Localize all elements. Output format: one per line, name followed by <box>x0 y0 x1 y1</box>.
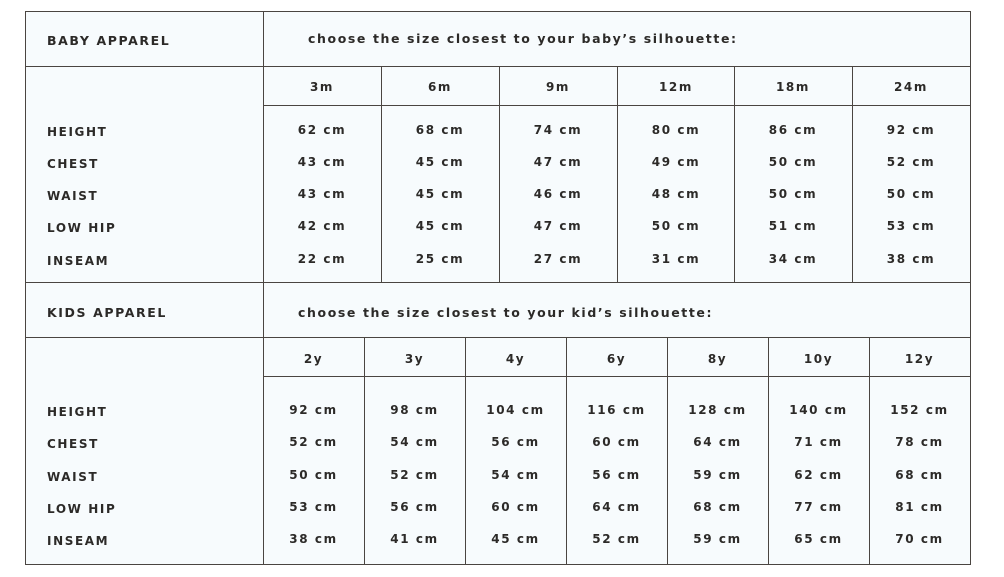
kids-size-header: 10y <box>803 352 834 366</box>
kids-column-divider <box>667 337 668 564</box>
baby-row-label: INSEAM <box>47 254 110 268</box>
kids-measurement-cell: 78 cm <box>895 435 944 449</box>
kids-size-header: 8y <box>707 352 728 366</box>
kids-measurement-cell: 128 cm <box>688 403 747 417</box>
kids-column-divider <box>768 337 769 564</box>
baby-row-label: CHEST <box>47 157 99 171</box>
kids-measurement-cell: 68 cm <box>895 468 944 482</box>
baby-measurement-cell: 51 cm <box>768 219 818 233</box>
baby-column-divider <box>499 66 500 282</box>
kids-measurement-cell: 62 cm <box>794 468 843 482</box>
baby-column-divider <box>617 66 618 282</box>
kids-measurement-cell: 81 cm <box>895 500 944 514</box>
kids-measurement-cell: 54 cm <box>491 468 540 482</box>
baby-measurement-cell: 45 cm <box>415 187 465 201</box>
kids-measurement-cell: 68 cm <box>693 500 742 514</box>
kids-measurement-cell: 59 cm <box>693 468 742 482</box>
kids-row-label: HEIGHT <box>47 405 108 419</box>
baby-section-subtitle: choose the size closest to your baby’s silhouette: <box>308 31 738 46</box>
kids-size-header: 4y <box>505 352 526 366</box>
baby-measurement-cell: 25 cm <box>415 252 465 266</box>
kids-measurement-cell: 77 cm <box>794 500 843 514</box>
baby-measurement-cell: 68 cm <box>415 123 465 137</box>
divider-kids-sizes <box>263 376 970 377</box>
kids-measurement-cell: 116 cm <box>587 403 646 417</box>
baby-measurement-cell: 74 cm <box>533 123 583 137</box>
kids-row-label: WAIST <box>47 470 99 484</box>
kids-measurement-cell: 56 cm <box>390 500 439 514</box>
kids-measurement-cell: 52 cm <box>390 468 439 482</box>
kids-row-label: CHEST <box>47 437 99 451</box>
divider-baby-header <box>26 66 970 67</box>
kids-column-divider <box>869 337 870 564</box>
baby-measurement-cell: 80 cm <box>651 123 701 137</box>
baby-section-title: BABY APPAREL <box>47 33 171 48</box>
baby-measurement-cell: 45 cm <box>415 155 465 169</box>
kids-measurement-cell: 50 cm <box>289 468 338 482</box>
kids-measurement-cell: 92 cm <box>289 403 338 417</box>
kids-row-label: INSEAM <box>47 534 110 548</box>
baby-measurement-cell: 45 cm <box>415 219 465 233</box>
kids-measurement-cell: 56 cm <box>491 435 540 449</box>
divider-sections <box>26 282 970 283</box>
baby-size-header: 18m <box>775 80 810 94</box>
baby-measurement-cell: 48 cm <box>651 187 701 201</box>
kids-measurement-cell: 152 cm <box>890 403 949 417</box>
kids-row-label: LOW HIP <box>47 502 117 516</box>
baby-measurement-cell: 50 cm <box>886 187 936 201</box>
size-chart <box>25 11 971 565</box>
baby-measurement-cell: 86 cm <box>768 123 818 137</box>
baby-size-header: 9m <box>545 80 571 94</box>
baby-measurement-cell: 43 cm <box>297 187 347 201</box>
kids-column-divider <box>364 337 365 564</box>
baby-measurement-cell: 47 cm <box>533 219 583 233</box>
baby-measurement-cell: 46 cm <box>533 187 583 201</box>
kids-size-header: 3y <box>404 352 425 366</box>
kids-measurement-cell: 56 cm <box>592 468 641 482</box>
baby-measurement-cell: 62 cm <box>297 123 347 137</box>
baby-size-header: 3m <box>309 80 335 94</box>
baby-column-divider <box>852 66 853 282</box>
kids-measurement-cell: 104 cm <box>486 403 545 417</box>
baby-measurement-cell: 34 cm <box>768 252 818 266</box>
kids-measurement-cell: 38 cm <box>289 532 338 546</box>
kids-measurement-cell: 60 cm <box>592 435 641 449</box>
baby-measurement-cell: 53 cm <box>886 219 936 233</box>
kids-measurement-cell: 71 cm <box>794 435 843 449</box>
baby-column-divider <box>734 66 735 282</box>
kids-measurement-cell: 70 cm <box>895 532 944 546</box>
kids-column-divider <box>566 337 567 564</box>
baby-measurement-cell: 38 cm <box>886 252 936 266</box>
baby-measurement-cell: 52 cm <box>886 155 936 169</box>
kids-measurement-cell: 98 cm <box>390 403 439 417</box>
baby-measurement-cell: 92 cm <box>886 123 936 137</box>
kids-section-subtitle: choose the size closest to your kid’s silhouette: <box>298 305 714 320</box>
kids-measurement-cell: 53 cm <box>289 500 338 514</box>
kids-measurement-cell: 64 cm <box>693 435 742 449</box>
baby-size-header: 12m <box>658 80 693 94</box>
baby-row-label: LOW HIP <box>47 221 117 235</box>
baby-measurement-cell: 50 cm <box>768 155 818 169</box>
kids-measurement-cell: 52 cm <box>289 435 338 449</box>
baby-measurement-cell: 50 cm <box>768 187 818 201</box>
baby-measurement-cell: 47 cm <box>533 155 583 169</box>
baby-size-header: 24m <box>893 80 928 94</box>
baby-measurement-cell: 22 cm <box>297 252 347 266</box>
kids-section-title: KIDS APPAREL <box>47 305 167 320</box>
kids-measurement-cell: 41 cm <box>390 532 439 546</box>
divider-kids-header <box>26 337 970 338</box>
kids-size-header: 2y <box>303 352 324 366</box>
baby-measurement-cell: 27 cm <box>533 252 583 266</box>
kids-measurement-cell: 64 cm <box>592 500 641 514</box>
baby-measurement-cell: 43 cm <box>297 155 347 169</box>
baby-size-header: 6m <box>427 80 453 94</box>
kids-measurement-cell: 59 cm <box>693 532 742 546</box>
baby-measurement-cell: 31 cm <box>651 252 701 266</box>
baby-row-label: HEIGHT <box>47 125 108 139</box>
kids-measurement-cell: 140 cm <box>789 403 848 417</box>
baby-row-label: WAIST <box>47 189 99 203</box>
kids-measurement-cell: 60 cm <box>491 500 540 514</box>
baby-column-divider <box>381 66 382 282</box>
kids-measurement-cell: 65 cm <box>794 532 843 546</box>
kids-size-header: 12y <box>904 352 935 366</box>
kids-size-header: 6y <box>606 352 627 366</box>
kids-measurement-cell: 52 cm <box>592 532 641 546</box>
kids-measurement-cell: 54 cm <box>390 435 439 449</box>
baby-measurement-cell: 50 cm <box>651 219 701 233</box>
kids-measurement-cell: 45 cm <box>491 532 540 546</box>
baby-measurement-cell: 49 cm <box>651 155 701 169</box>
baby-measurement-cell: 42 cm <box>297 219 347 233</box>
kids-column-divider <box>465 337 466 564</box>
